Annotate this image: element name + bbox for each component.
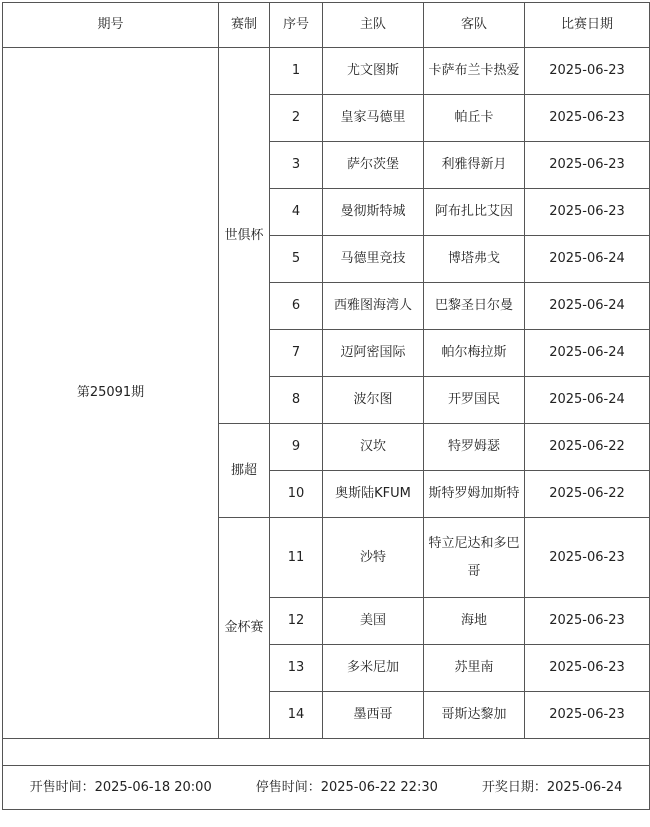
seq-cell: 7 [270,330,323,377]
header-home: 主队 [323,3,424,48]
match-date-cell: 2025-06-23 [525,645,650,692]
away-team-cell: 海地 [424,598,525,645]
away-team-cell: 卡萨布兰卡热爱 [424,48,525,95]
seq-cell: 6 [270,283,323,330]
table-row [3,48,650,95]
sale-stop-time: 停售时间：2025-06-22 22:30 [255,779,438,795]
footer-row [3,766,650,810]
away-team-cell: 博塔弗戈 [424,236,525,283]
sale-start-time: 开售时间：2025-06-18 20:00 [29,779,212,795]
away-team-cell: 特罗姆瑟 [424,424,525,471]
match-date-cell: 2025-06-23 [525,692,650,739]
match-date-cell: 2025-06-23 [525,95,650,142]
seq-cell: 5 [270,236,323,283]
home-team-cell: 汉坎 [323,424,424,471]
away-team-cell: 阿布扎比艾因 [424,189,525,236]
away-team-cell: 哥斯达黎加 [424,692,525,739]
seq-cell: 1 [270,48,323,95]
match-schedule-table [2,2,650,810]
home-team-cell: 多米尼加 [323,645,424,692]
away-team-cell: 帕丘卡 [424,95,525,142]
sale-info [5,778,647,798]
away-team-cell: 苏里南 [424,645,525,692]
home-team-cell: 皇家马德里 [323,95,424,142]
match-date-cell: 2025-06-22 [525,471,650,518]
home-team-cell: 曼彻斯特城 [323,189,424,236]
home-team-cell: 波尔图 [323,377,424,424]
away-team-cell: 开罗国民 [424,377,525,424]
header-issue: 期号 [3,3,219,48]
match-date-cell: 2025-06-22 [525,424,650,471]
seq-cell: 10 [270,471,323,518]
header-date: 比赛日期 [525,3,650,48]
home-team-cell: 迈阿密国际 [323,330,424,377]
seq-cell: 9 [270,424,323,471]
home-team-cell: 墨西哥 [323,692,424,739]
away-team-cell: 巴黎圣日尔曼 [424,283,525,330]
match-date-cell: 2025-06-24 [525,283,650,330]
draw-date: 开奖日期：2025-06-24 [481,779,623,795]
away-team-cell: 特立尼达和多巴哥 [424,518,525,598]
blank-row [3,739,650,766]
seq-cell: 12 [270,598,323,645]
seq-cell: 14 [270,692,323,739]
header-away: 客队 [424,3,525,48]
home-team-cell: 沙特 [323,518,424,598]
home-team-cell: 西雅图海湾人 [323,283,424,330]
match-date-cell: 2025-06-24 [525,377,650,424]
away-team-cell: 帕尔梅拉斯 [424,330,525,377]
match-date-cell: 2025-06-23 [525,189,650,236]
header-seq: 序号 [270,3,323,48]
away-team-cell: 利雅得新月 [424,142,525,189]
seq-cell: 13 [270,645,323,692]
match-date-cell: 2025-06-23 [525,518,650,598]
header-row [3,3,650,48]
match-date-cell: 2025-06-24 [525,330,650,377]
away-team-cell: 斯特罗姆加斯特 [424,471,525,518]
header-competition: 赛制 [219,3,270,48]
seq-cell: 8 [270,377,323,424]
match-date-cell: 2025-06-24 [525,236,650,283]
competition-cell: 金杯赛 [219,518,270,739]
seq-cell: 3 [270,142,323,189]
seq-cell: 4 [270,189,323,236]
seq-cell: 2 [270,95,323,142]
home-team-cell: 奥斯陆KFUM [323,471,424,518]
match-date-cell: 2025-06-23 [525,48,650,95]
blank-cell [3,739,650,766]
seq-cell: 11 [270,518,323,598]
competition-cell: 世俱杯 [219,48,270,424]
home-team-cell: 尤文图斯 [323,48,424,95]
home-team-cell: 萨尔茨堡 [323,142,424,189]
home-team-cell: 美国 [323,598,424,645]
match-date-cell: 2025-06-23 [525,142,650,189]
match-date-cell: 2025-06-23 [525,598,650,645]
footer-cell [3,766,650,810]
competition-cell: 挪超 [219,424,270,518]
home-team-cell: 马德里竞技 [323,236,424,283]
issue-cell: 第25091期 [3,48,219,739]
